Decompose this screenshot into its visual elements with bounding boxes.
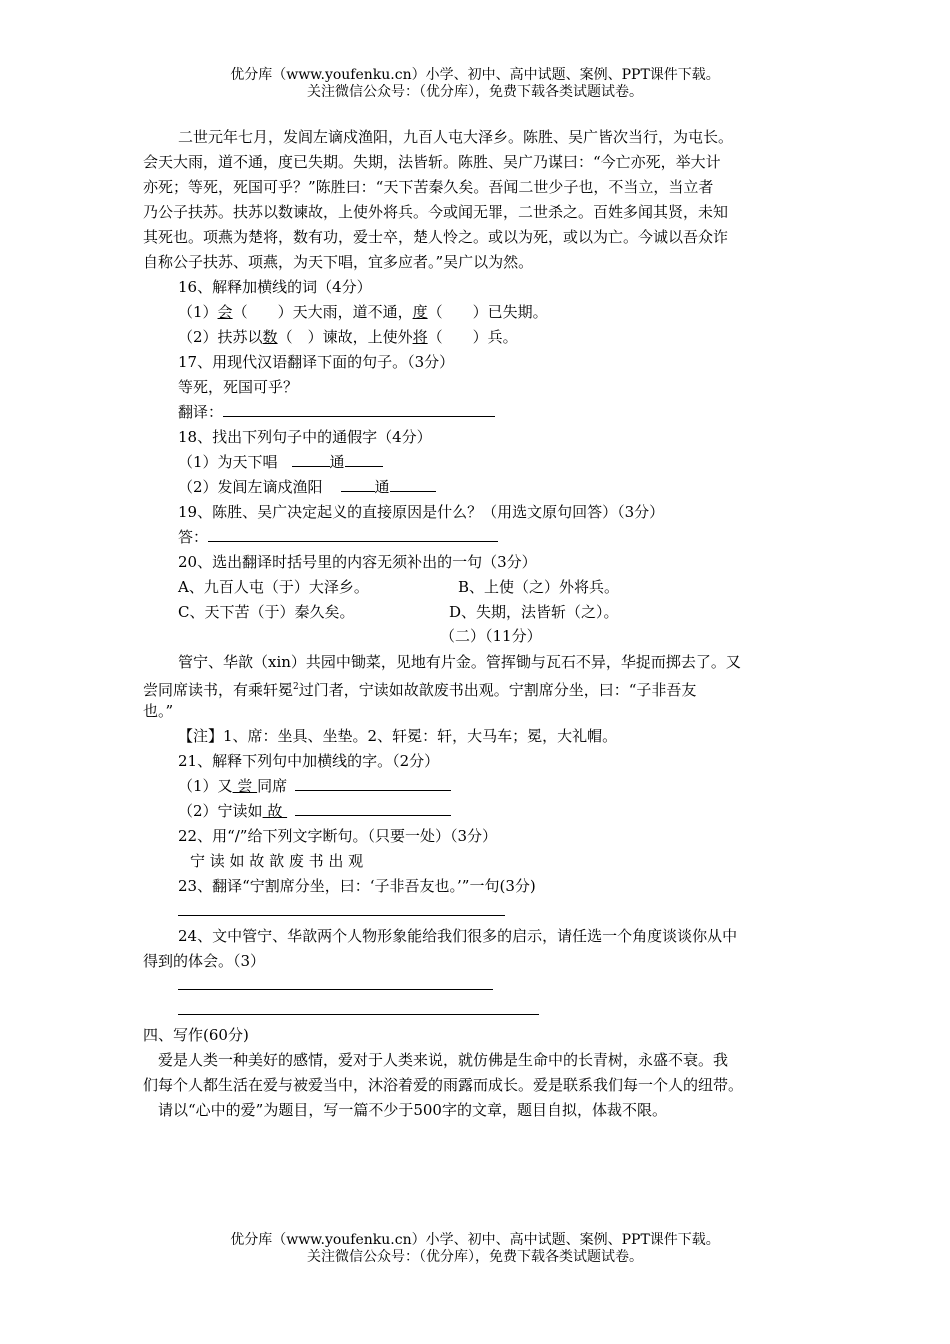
answer-blank[interactable] — [345, 452, 383, 467]
passage2-line: 管宁、华歆（xin）共园中锄菜，见地有片金。管挥锄与瓦石不异，华捉而掷去了。又 — [178, 653, 741, 671]
item-text: （ ）天大雨，道不通， — [232, 303, 413, 321]
passage1-line: 二世元年七月，发闾左谪戍渔阳，九百人屯大泽乡。陈胜、吴广皆次当行，为屯长。 — [178, 128, 734, 146]
option-a: A、九百人屯（于）大泽乡。 — [178, 578, 369, 596]
question-24-line: 得到的体会。（3） — [143, 952, 266, 970]
question-21-title: 21、解释下列句中加横线的字。（2分） — [178, 752, 440, 770]
question-17-sentence: 等死，死国可乎？ — [178, 378, 299, 396]
answer-blank[interactable] — [223, 402, 495, 417]
answer-blank[interactable] — [295, 776, 451, 791]
underlined-word: 会 — [217, 303, 233, 321]
item-prefix: （1） — [178, 303, 218, 321]
tong-label: 通 — [329, 453, 345, 471]
question-16-item-1 — [178, 301, 848, 323]
page-footer-line-2: 关注微信公众号：（优分库），免费下载各类试题试卷。 — [307, 1249, 643, 1265]
answer-blank[interactable] — [341, 477, 375, 492]
item-prefix: （2）宁读如 — [178, 802, 263, 820]
passage2-line: 也。” — [143, 702, 174, 720]
answer-blank[interactable] — [295, 801, 451, 816]
question-18-item-2 — [178, 476, 848, 498]
writing-prompt-line: 请以“心中的爱”为题目，写一篇不少于500字的文章，题目自拟，体裁不限。 — [143, 1101, 667, 1119]
passage2-text: 过门者，宁读如故歆废书出观。宁割席分坐，曰：“子非吾友 — [298, 681, 697, 699]
item-prefix: （2）扶苏以 — [178, 328, 263, 346]
option-c: C、天下苦（于）秦久矣。 — [178, 603, 355, 621]
answer-label: 翻译： — [178, 403, 224, 421]
answer-line[interactable] — [178, 989, 493, 990]
question-18-item-1 — [178, 451, 848, 473]
writing-prompt-line: 们每个人都生活在爱与被爱当中，沐浴着爱的雨露而成长。爱是联系我们每一个人的纽带。 — [143, 1076, 744, 1094]
question-21-item-1 — [178, 775, 848, 797]
passage1-line: 自称公子扶苏、项燕，为天下唱，宜多应者。”吴广以为然。 — [143, 253, 534, 271]
question-19-title: 19、陈胜、吴广决定起义的直接原因是什么？（用选文原句回答）（3分） — [178, 503, 665, 521]
question-19-answer — [178, 526, 848, 548]
passage2-line — [143, 676, 813, 701]
option-b: B、上使（之）外将兵。 — [458, 578, 620, 596]
item-text: （ ）已失期。 — [427, 303, 548, 321]
question-24-line: 24、文中管宁、华歆两个人物形象能给我们很多的启示，请任选一个角度谈谈你从中 — [178, 927, 738, 945]
option-d: D、失期，法皆斩（之）。 — [449, 603, 619, 621]
answer-blank[interactable] — [208, 527, 498, 542]
question-22-title: 22、用“/”给下列文字断句。（只要一处）（3分） — [178, 827, 498, 845]
question-16-item-2 — [178, 326, 848, 348]
item-text: （1）为天下唱 — [178, 453, 278, 471]
footnote-ref: 2 — [293, 682, 299, 692]
answer-label: 答： — [178, 528, 209, 546]
question-18-title: 18、找出下列句子中的通假字（4分） — [178, 428, 432, 446]
answer-blank[interactable] — [390, 477, 436, 492]
answer-line[interactable] — [178, 915, 505, 916]
question-17-title: 17、用现代汉语翻译下面的句子。（3分） — [178, 353, 455, 371]
item-text: （2）发闾左谪戍渔阳 — [178, 478, 323, 496]
underlined-word: 尝 — [232, 777, 258, 795]
question-21-item-2 — [178, 800, 848, 822]
question-16-title: 16、解释加横线的词（4分） — [178, 278, 372, 296]
page-footer-line-1: 优分库（www.youfenku.cn）小学、初中、高中试题、案例、PPT课件下载。 — [230, 1232, 720, 1248]
passage1-line: 亦死；等死，死国可乎？”陈胜曰：“天下苦秦久矣。吾闻二世少子也，不当立，当立者 — [143, 178, 714, 196]
item-text: （ ）兵。 — [427, 328, 518, 346]
passage1-line: 会天大雨，道不通，度已失期。失期，法皆斩。陈胜、吴广乃谋曰：“今亡亦死，举大计 — [143, 153, 721, 171]
page-header-line-2: 关注微信公众号：（优分库），免费下载各类试题试卷。 — [307, 84, 643, 100]
passage2-text: 尝同席读书，有乘轩冕 — [143, 681, 294, 699]
question-20-title: 20、选出翻译时括号里的内容无须补出的一句（3分） — [178, 553, 537, 571]
answer-line[interactable] — [178, 1014, 539, 1015]
question-17-answer — [178, 401, 848, 423]
item-text: 同席 — [257, 777, 288, 795]
underlined-word: 度 — [412, 303, 428, 321]
question-22-text: 宁 读 如 故 歆 废 书 出 观 — [190, 852, 364, 870]
question-23-title: 23、翻译“宁割席分坐，曰：‘子非吾友也。’”一句(3分) — [178, 877, 536, 895]
underlined-word: 故 — [262, 802, 288, 820]
underlined-word: 将 — [412, 328, 428, 346]
passage1-line: 其死也。项燕为楚将，数有功，爱士卒，楚人怜之。或以为死，或以为亡。今诚以吾众诈 — [143, 228, 729, 246]
tong-label: 通 — [374, 478, 390, 496]
writing-prompt-line: 爱是人类一种美好的感情，爱对于人类来说，就仿佛是生命中的长青树，永盛不衰。我 — [143, 1051, 729, 1069]
answer-blank[interactable] — [292, 452, 330, 467]
section-2-title: （二）（11分） — [440, 627, 542, 645]
item-prefix: （1）又 — [178, 777, 233, 795]
underlined-word: 数 — [262, 328, 278, 346]
writing-title: 四、写作(60分) — [143, 1026, 249, 1044]
page-header-line-1: 优分库（www.youfenku.cn）小学、初中、高中试题、案例、PPT课件下载。 — [230, 67, 720, 83]
passage2-note: 【注】1、席：坐具、坐垫。2、轩冕：轩，大马车；冕，大礼帽。 — [178, 727, 618, 745]
passage1-line: 乃公子扶苏。扶苏以数谏故，上使外将兵。今或闻无罪，二世杀之。百姓多闻其贤，未知 — [143, 203, 729, 221]
item-text: （ ）谏故，上使外 — [277, 328, 413, 346]
